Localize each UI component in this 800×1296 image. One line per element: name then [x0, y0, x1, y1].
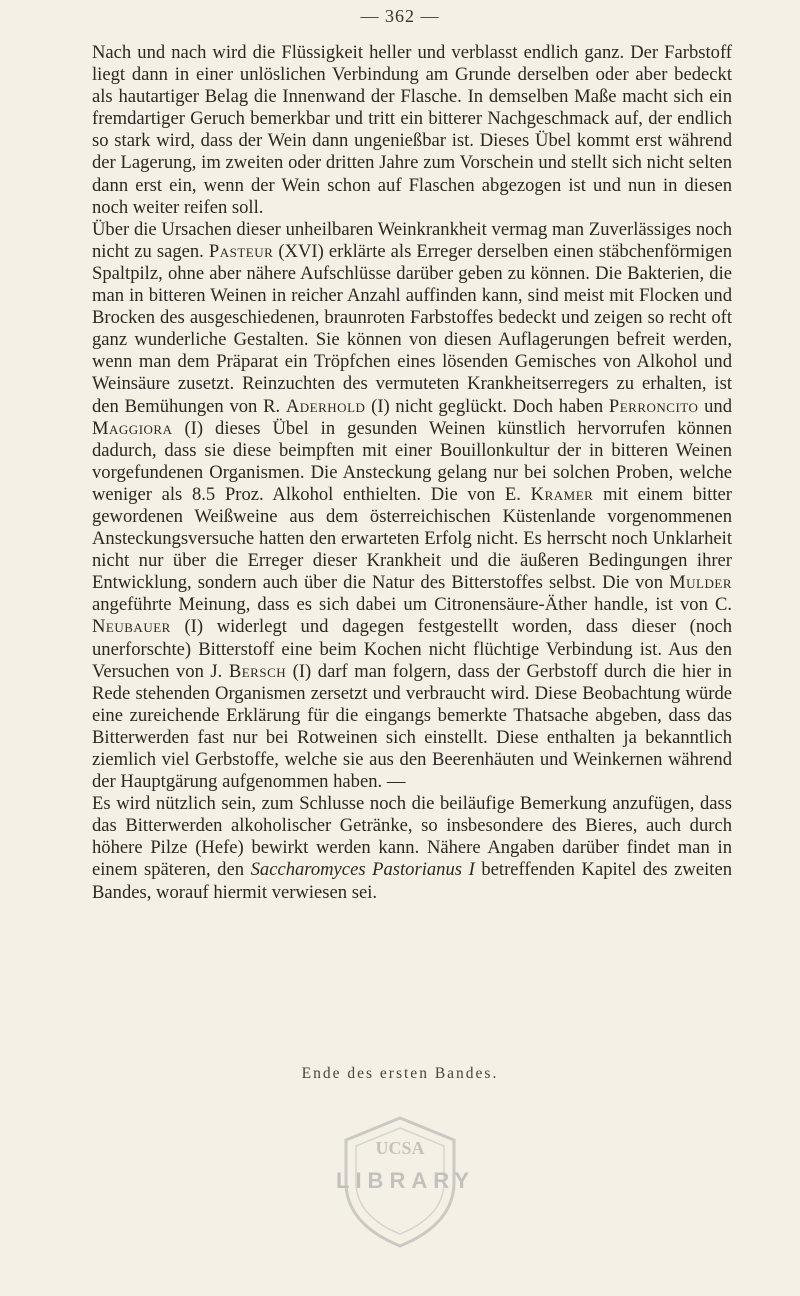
- text-run: angeführte Meinung, dass es sich dabei um Citronensäure-Äther handle, ist von C.: [92, 594, 732, 616]
- body-text: [92, 42, 732, 904]
- text-run: Über die Ursachen dieser unheilbaren Weinkrankheit vermag man Zuverlässiges noch nicht zu sagen.: [92, 218, 732, 262]
- text-run: Nach und nach wird die Flüssigkeit heller und verblasst endlich ganz. Der Farbstoff liegt dann in einer unlöslichen Verbindung am Grunde derselben oder aber bedeckt als hautartiger Belag die Innenwand der Flasche. In demselben Maße macht sich ein fremdartiger Geruch bemerkbar und tritt ein bitterer Nachgeschmack auf, der endlich so stark wird, dass der Wein dann ungenießbar ist. Dieses Übel kommt erst während der Lagerung, im zweiten oder dritten Jahre zum Vorschein und stellt sich nicht selten dann erst ein, wenn der Wein schon auf Flaschen abgezogen ist und nun in diesen noch weiter reifen soll.: [92, 42, 732, 218]
- paragraph: [92, 42, 732, 219]
- end-of-volume-note: Ende des ersten Bandes.: [301, 1065, 499, 1082]
- paragraph: [92, 793, 732, 903]
- author-name: Pasteur: [208, 240, 274, 262]
- text-run: (I) dieses Übel in gesunden Weinen künstlich hervorrufen können dadurch, dass sie diese beimpften mit einer Bouillonkultur der in bitteren Weinen vorgefundenen Organismen. Die Ansteckung gelang nur bei solchen Proben, welche weniger als 8.5 Proz. Alkohol enthielten. Die von E.: [92, 417, 732, 505]
- text-run: Es wird nützlich sein, zum Schlusse noch die beiläufige Bemerkung anzufügen, dass das Bitterwerden alkoholischer Getränke, so insbesondere des Bieres, auch durch höhere Pilze (Hefe) bewirkt werden kann. Nähere Angaben darüber findet man in einem späteren, den: [92, 793, 732, 881]
- text-run: (XVI) erklärte als Erreger derselben einen stäbchenförmigen Spaltpilz, ohne aber nähere Aufschlüsse darüber geben zu können. Die Bakterien, die man in bitteren Weinen in reicher Anzahl auffinden kann, sind meist mit Flocken und Brocken des ausgeschiedenen, braunroten Farbstoffes bedeckt und zeigen so recht oft ganz wunderliche Gestalten. Sie können von diesen Auflagerungen befreit werden, wenn man dem Präparat ein Tröpfchen eines lösenden Gemisches von Alkohol und Weinsäure zusetzt. Reinzuchten des vermuteten Krankheitserregers zu erhalten, ist den Bemühungen von R.: [92, 240, 732, 417]
- paragraph: [92, 219, 732, 793]
- author-name: Bersch: [228, 660, 287, 682]
- text-run: (I) nicht geglückt. Doch haben: [365, 395, 609, 417]
- library-stamp: [336, 1112, 475, 1252]
- text-run: mit einem bitter gewordenen Weißweine aus dem österreichischen Küstenlande vorgenommenen Ansteckungsversuche hatten den erwarteten Erfolg nicht. Es herrscht noch Unklarheit nicht nur über die Erreger dieser Krankheit und die äußeren Bedingungen ihrer Entwicklung, sondern auch über die Natur des Bitterstoffes selbst. Die von: [92, 483, 732, 594]
- text-run: (I) widerlegt und dagegen festgestellt worden, dass dieser (noch unerforschte) Bitterstoff eine beim Kochen nicht flüchtige Verbindung ist. Aus den Versuchen von J.: [92, 616, 732, 682]
- text-run: (I) darf man folgern, dass der Gerbstoff durch die hier in Rede stehenden Organismen zersetzt und verbraucht wird. Diese Beobachtung würde eine zureichende Erklärung für die eingangs bemerkte Thatsache abgeben, dass das Bitterwerden fast nur bei Rotweinen sich einstellt. Diese enthalten ja bekanntlich ziemlich viel Gerbstoffe, welche sie aus den Beerenhäuten und Weinkernen während der Hauptgärung aufgenommen haben. —: [92, 660, 732, 793]
- page-number: — 362 —: [360, 6, 440, 26]
- author-name: Mulder: [669, 572, 732, 594]
- author-name: Perroncito: [608, 395, 699, 417]
- author-name: Kramer: [530, 483, 594, 505]
- stamp-inner-text: LIBRARY: [336, 1168, 475, 1193]
- stamp-outer-text: UCSA: [375, 1138, 425, 1158]
- text-run: betreffenden Kapitel des zweiten Bandes, worauf hiermit verwiesen sei.: [92, 859, 732, 903]
- author-name: Aderhold: [285, 395, 366, 417]
- text-run: und: [698, 395, 732, 417]
- author-name: Neubauer: [92, 616, 171, 638]
- species-name: Saccharomyces Pastorianus I: [250, 859, 475, 881]
- author-name: Maggiora: [92, 417, 173, 439]
